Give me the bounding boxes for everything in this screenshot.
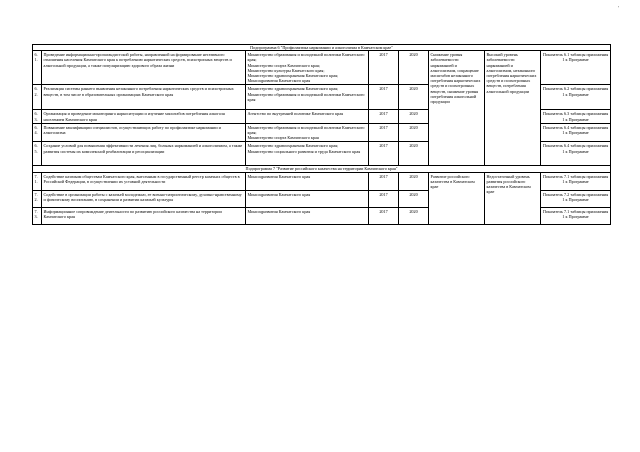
start-year: 2017 — [369, 110, 399, 123]
executor-line: Министерство образования и молодежной политики Камчатского края; — [247, 124, 365, 136]
row-number: 7.2. — [33, 190, 42, 207]
end-year: 2020 — [399, 190, 429, 207]
measure-name: Реализация системы раннего выявления незаконного потребления наркотических средств и психотропных веществ, в том числе в образовательных организациях Камчатского края — [42, 85, 246, 110]
measure-name: Повышение квалификации специалистов, осуществляющих работу по профилактике наркомании и алкоголизма — [42, 123, 246, 142]
executor-line: Министерство здравоохранения Камчатского края; — [247, 86, 339, 92]
row-number: 6.3. — [33, 110, 42, 123]
executor-line: Минсоцразвития Камчатского края — [247, 208, 311, 214]
measure-name: Содействие в организации работы с казачьей молодежью, ее военно-патриотическому, духовно-нравственному и физическому воспитанию, в сохранении и развитии казачьей культуры — [42, 190, 246, 207]
executors-cell — [246, 51, 369, 85]
executor-line: Министерство спорта Камчатского края; — [247, 62, 320, 68]
executor-line: Минсоцразвития Камчатского края — [247, 78, 311, 84]
indicator-link: Показатель 6.3 таблицы приложения 1 к Программе — [541, 110, 611, 123]
row-number: 7.1. — [33, 172, 42, 190]
indicator-link: Показатель 6.4 таблицы приложения 1 к Программе — [541, 123, 611, 142]
section-title: Подпрограмма 6 "Профилактика наркомании и алкоголизма в Камчатском крае" — [33, 45, 611, 51]
executor-line: Минсоцразвития Камчатского края — [247, 191, 311, 197]
executors-cell — [246, 85, 369, 110]
start-year: 2017 — [369, 142, 399, 166]
end-year: 2020 — [399, 85, 429, 110]
expected-result: Снижение уровня заболеваемости наркоманией и алкоголизмом, сокращение масштабов незаконного потребления наркотических средств и психотропных веществ, снижение уровня потребления алкогольной продукции — [429, 51, 485, 166]
page-mark: ' — [618, 6, 620, 12]
executor-line: Министерство образования и молодежной политики Камчатского края; — [247, 52, 365, 63]
start-year: 2017 — [369, 123, 399, 142]
row-number: 6.1. — [33, 51, 42, 85]
row-number: 6.4. — [33, 123, 42, 142]
executors-cell — [246, 110, 369, 123]
executor-line: Министерство здравоохранения Камчатского края; — [247, 73, 339, 79]
end-year: 2020 — [399, 172, 429, 190]
executor-line: Минсоцразвития Камчатского края — [247, 173, 311, 179]
consequences: Высокий уровень заболеваемости наркоманией и алкоголизмом, незаконного потребления наркотических средств и психотропных веществ, потребления алкогольной продукции — [485, 51, 541, 166]
row-number: 6.5. — [33, 142, 42, 166]
start-year: 2017 — [369, 190, 399, 207]
row-number: 6.2. — [33, 85, 42, 110]
start-year: 2017 — [369, 51, 399, 85]
start-year: 2017 — [369, 172, 399, 190]
program-table — [32, 44, 611, 225]
executor-line: Министерство социального развития и труда Камчатского края — [247, 148, 361, 154]
end-year: 2020 — [399, 123, 429, 142]
end-year: 2020 — [399, 142, 429, 166]
indicator-link: Показатель 7.1 таблицы приложения 1 к Программе — [541, 172, 611, 190]
indicator-link: Показатель 6.2 таблицы приложения 1 к Программе — [541, 85, 611, 110]
measure-name: Создание условий для повышения эффективности лечения лиц, больных наркоманией и алкоголизмом, а также развития системы их комплексной реабилитации и ресоциализации — [42, 142, 246, 166]
indicator-link: Показатель 7.1 таблицы приложения 1 к Программе — [541, 207, 611, 224]
measure-name: Информационное сопровождение деятельности по развитию российского казачества на территории Камчатского края — [42, 207, 246, 224]
executors-cell — [246, 172, 369, 190]
executor-line: Министерство культуры Камчатского края; — [247, 67, 325, 73]
end-year: 2020 — [399, 51, 429, 85]
executors-cell — [246, 123, 369, 142]
end-year: 2020 — [399, 110, 429, 123]
executors-cell — [246, 190, 369, 207]
executor-line: Агентство по внутренней политике Камчатского края — [247, 111, 344, 117]
executors-cell — [246, 207, 369, 224]
indicator-link: Показатель 6.4 таблицы приложения 1 к Программе — [541, 142, 611, 166]
table-row — [33, 51, 611, 85]
table-row — [33, 172, 611, 190]
measure-name: Содействие казачьим обществам Камчатского края, внесенным в государственный реестр казачьих обществ в Российской Федерации, в осуществлении их уставной деятельности — [42, 172, 246, 190]
measure-name: Проведение информационно-пропагандистской работы, направленной на формирование негативного отношения населения Камчатского края к потреблению наркотических средств, психотропных веществ и алкогольной продукции, а также популяризацию здорового образа жизни — [42, 51, 246, 85]
executor-line: Министерство спорта Камчатского края — [247, 135, 319, 141]
end-year: 2020 — [399, 207, 429, 224]
executors-cell — [246, 142, 369, 166]
consequences: Недостаточный уровень развития российского казачества в Камчатском крае — [485, 172, 541, 224]
start-year: 2017 — [369, 85, 399, 110]
section-title: Подпрограмма 7 "Развитие российского казачества на территории Камчатского края" — [33, 166, 611, 172]
row-number: 7.3. — [33, 207, 42, 224]
executor-line: Министерство образования и молодежной политики Камчатского края — [247, 91, 365, 102]
start-year: 2017 — [369, 207, 399, 224]
indicator-link: Показатель 6.1 таблицы приложения 1 к Программе — [541, 51, 611, 85]
measure-name: Организация и проведение мониторинга наркоситуации и изучение масштабов потребления алкоголя населением Камчатского края — [42, 110, 246, 123]
expected-result: Развитие российского казачества в Камчатском крае — [429, 172, 485, 224]
executor-line: Министерство здравоохранения Камчатского края; — [247, 143, 339, 149]
indicator-link: Показатель 7.2 таблицы приложения 1 к Программе — [541, 190, 611, 207]
